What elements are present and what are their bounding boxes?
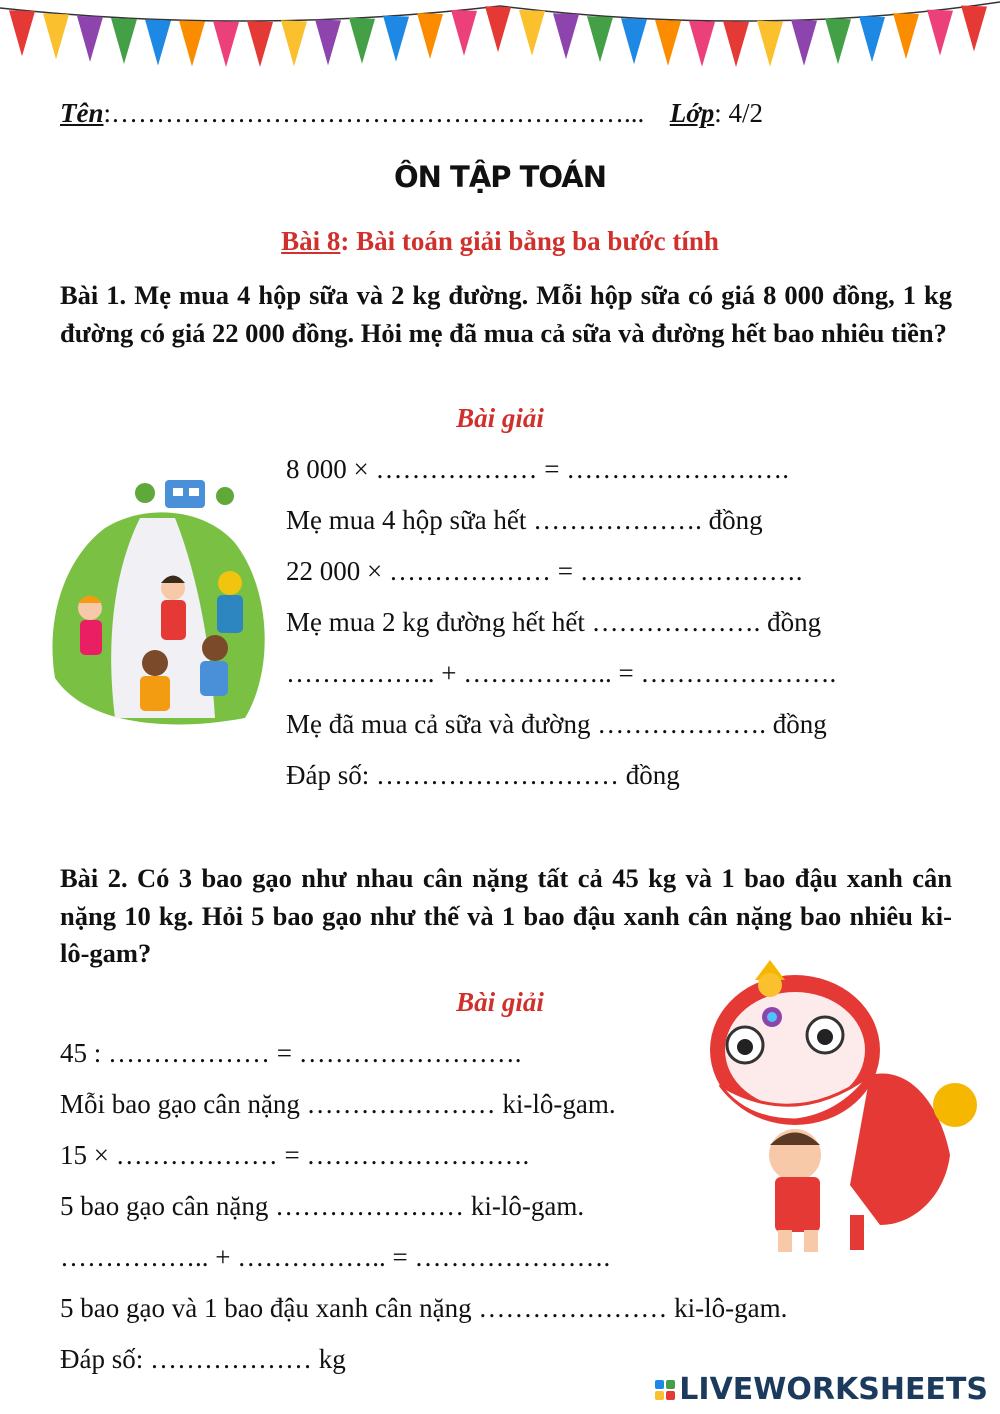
ex1-line-5[interactable]: …………….. + …………….. = …………………. bbox=[286, 658, 837, 688]
page-title: ÔN TẬP TOÁN bbox=[394, 160, 606, 194]
exercise-1-question: Bài 1. Mẹ mua 4 hộp sữa và 2 kg đường. Mỗi hộp sữa có giá 8 000 đồng, 1 kg đường có giá 22 000 đồng. Hỏi mẹ đã mua cả sữa và đường hết bao nhiêu tiền? bbox=[60, 280, 952, 348]
bunting-flag bbox=[927, 10, 953, 56]
lion-dance-illustration bbox=[700, 955, 985, 1265]
lesson-subtitle bbox=[0, 226, 1000, 257]
ex1-line-3[interactable]: 22 000 × ……………… = ……………………. bbox=[286, 556, 803, 586]
bunting-flag bbox=[859, 16, 885, 62]
lesson-number: Bài 8 bbox=[281, 226, 341, 256]
bunting-flag bbox=[519, 10, 545, 56]
bunting-flag bbox=[655, 20, 681, 66]
bunting-flag bbox=[723, 21, 749, 67]
bunting-flag bbox=[621, 18, 647, 64]
bunting-flag bbox=[213, 21, 239, 67]
exercise-1-solution-heading: Bài giải bbox=[456, 403, 544, 433]
bunting-flag bbox=[893, 13, 919, 59]
ex2-line-6[interactable]: 5 bao gạo và 1 bao đậu xanh cân nặng ………………… ki-lô-gam. bbox=[60, 1293, 788, 1323]
logo-icon bbox=[655, 1380, 675, 1400]
bunting-flag bbox=[451, 10, 477, 56]
bunting-flag bbox=[417, 13, 443, 59]
bunting-flag bbox=[587, 16, 613, 62]
kids-school-illustration bbox=[45, 448, 275, 733]
ex1-line-1[interactable]: 8 000 × ……………… = ……………………. bbox=[286, 454, 789, 484]
bunting-flag bbox=[791, 20, 817, 66]
class-label: Lớp bbox=[669, 98, 715, 128]
bunting-flag bbox=[383, 16, 409, 62]
bunting-flag bbox=[77, 16, 103, 62]
logo-text: LIVEWORKSHEETS bbox=[679, 1372, 988, 1407]
class-value: : 4/2 bbox=[714, 98, 764, 128]
bunting-flag bbox=[349, 18, 375, 64]
name-label: Tên bbox=[60, 98, 104, 128]
bunting-flag bbox=[553, 13, 579, 59]
bunting-flag bbox=[961, 6, 987, 52]
exercise-2-question: Bài 2. Có 3 bao gạo như nhau cân nặng tất cả 45 kg và 1 bao đậu xanh cân nặng 10 kg. Hỏi 5 bao gạo như thế và 1 bao đậu xanh cân nặng bao nhiêu ki-lô-gam? bbox=[60, 863, 952, 968]
bunting-flag bbox=[315, 19, 341, 65]
bunting-flag bbox=[9, 10, 35, 56]
exercise-2-solution-heading: Bài giải bbox=[456, 987, 544, 1017]
bunting-flag bbox=[825, 18, 851, 64]
ex2-line-5[interactable]: …………….. + …………….. = …………………. bbox=[60, 1242, 611, 1272]
ex1-line-4[interactable]: Mẹ mua 2 kg đường hết hết ………………. đồng bbox=[286, 607, 822, 637]
bunting-flag bbox=[757, 21, 783, 67]
lesson-name: : Bài toán giải bằng ba bước tính bbox=[340, 226, 719, 256]
bunting-decoration bbox=[0, 0, 1000, 95]
ex1-line-6[interactable]: Mẹ đã mua cả sữa và đường ………………. đồng bbox=[286, 709, 827, 739]
ex2-line-7[interactable]: Đáp số: ……………… kg bbox=[60, 1344, 346, 1374]
bunting-flag bbox=[111, 18, 137, 64]
liveworksheets-logo bbox=[655, 1372, 988, 1407]
bunting-flag bbox=[689, 21, 715, 67]
bunting-flag bbox=[43, 13, 69, 59]
ex2-line-2[interactable]: Mỗi bao gạo cân nặng ………………… ki-lô-gam. bbox=[60, 1089, 616, 1119]
ex1-line-7[interactable]: Đáp số: ……………………… đồng bbox=[286, 760, 680, 790]
ex1-line-2[interactable]: Mẹ mua 4 hộp sữa hết ………………. đồng bbox=[286, 505, 763, 535]
ex2-line-4[interactable]: 5 bao gạo cân nặng ………………… ki-lô-gam. bbox=[60, 1191, 585, 1221]
student-info-row bbox=[60, 98, 763, 129]
ex2-line-1[interactable]: 45 : ……………… = ……………………. bbox=[60, 1038, 522, 1068]
bunting-flag bbox=[281, 20, 307, 66]
bunting-flag bbox=[145, 19, 171, 65]
bunting-flag bbox=[485, 6, 511, 52]
ex2-line-3[interactable]: 15 × ……………… = ……………………. bbox=[60, 1140, 530, 1170]
bunting-flag bbox=[247, 21, 273, 67]
name-field[interactable]: :…………………………………………………... bbox=[103, 98, 645, 128]
bunting-flag bbox=[179, 20, 205, 66]
